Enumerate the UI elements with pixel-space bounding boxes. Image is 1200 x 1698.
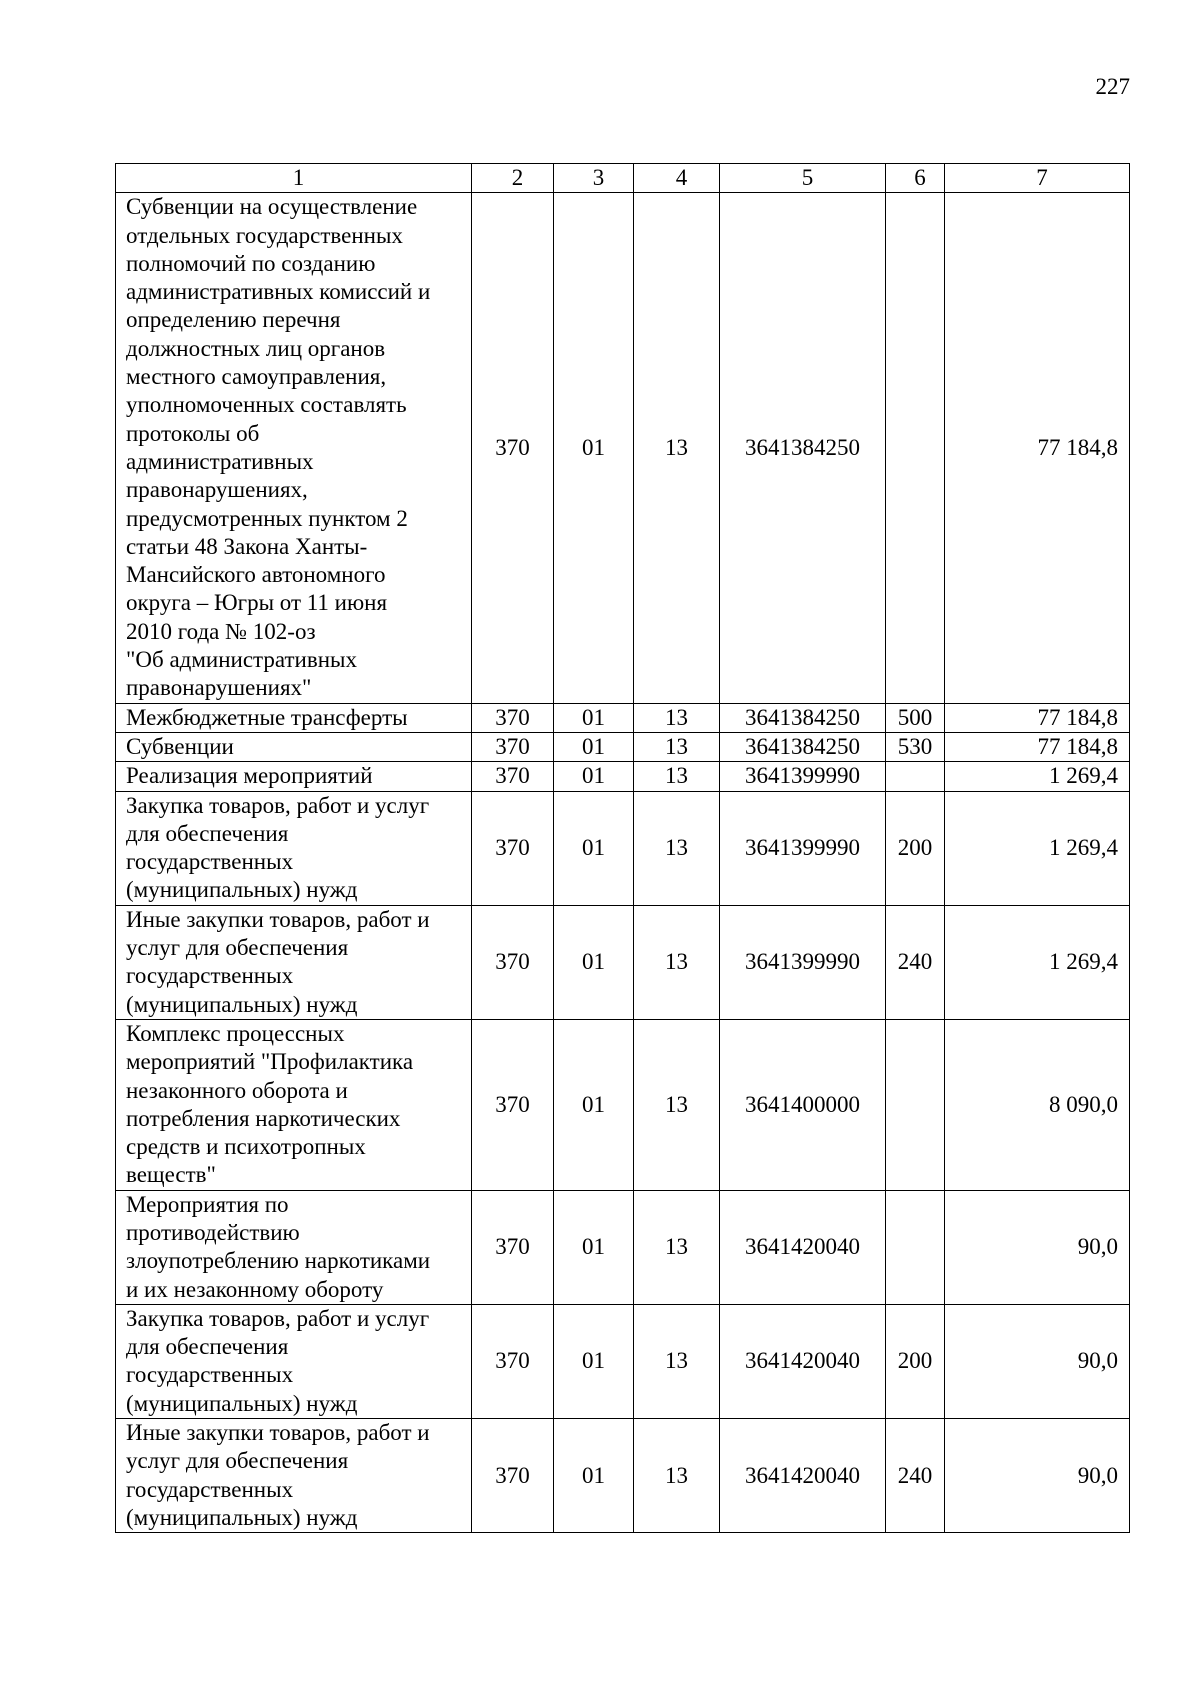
cell-code-4: 13 xyxy=(634,762,720,791)
cell-code-4: 13 xyxy=(634,905,720,1019)
description-line: для обеспечения xyxy=(126,820,289,846)
cell-code-4: 13 xyxy=(634,1304,720,1418)
description-line: Иные закупки товаров, работ и xyxy=(126,1420,430,1446)
description-line: потребления наркотических xyxy=(126,1105,401,1131)
description-line: Мероприятия по xyxy=(126,1191,289,1217)
cell-code-2: 370 xyxy=(472,905,554,1019)
cell-code-6: 200 xyxy=(886,1304,945,1418)
header-cell-5: 5 xyxy=(720,164,886,193)
cell-code-4: 13 xyxy=(634,193,720,703)
description-line: государственных xyxy=(126,963,294,989)
table-header-row xyxy=(116,164,1130,193)
description-line: средств и психотропных xyxy=(126,1134,366,1160)
description-line: административных xyxy=(126,448,314,474)
description-line: 2010 года № 102-оз xyxy=(126,618,316,644)
description-line: Закупка товаров, работ и услуг xyxy=(126,1305,430,1331)
description-line: "Об административных xyxy=(126,647,357,673)
cell-code-3: 01 xyxy=(554,703,634,732)
row-description xyxy=(116,791,472,905)
description-line: статьи 48 Закона Ханты- xyxy=(126,533,368,559)
cell-code-2: 370 xyxy=(472,1419,554,1533)
cell-code-2: 370 xyxy=(472,1304,554,1418)
description-line: (муниципальных) нужд xyxy=(126,877,358,903)
header-cell-2: 2 xyxy=(472,164,554,193)
description-line: Субвенции на осуществление xyxy=(126,194,418,220)
table-row xyxy=(116,703,1130,732)
row-description xyxy=(116,193,472,703)
row-description xyxy=(116,1419,472,1533)
cell-code-6: 500 xyxy=(886,703,945,732)
header-cell-1: 1 xyxy=(116,164,472,193)
row-description xyxy=(116,1304,472,1418)
cell-code-3: 01 xyxy=(554,1304,634,1418)
description-line: услуг для обеспечения xyxy=(126,935,349,961)
table-row xyxy=(116,193,1130,703)
cell-code-2: 370 xyxy=(472,703,554,732)
header-cell-4: 4 xyxy=(634,164,720,193)
cell-code-6: 240 xyxy=(886,905,945,1019)
table-row xyxy=(116,905,1130,1019)
description-line: Закупка товаров, работ и услуг xyxy=(126,792,430,818)
header-cell-3: 3 xyxy=(554,164,634,193)
cell-code-3: 01 xyxy=(554,1419,634,1533)
row-description xyxy=(116,905,472,1019)
header-cell-6: 6 xyxy=(886,164,945,193)
description-line: Иные закупки товаров, работ и xyxy=(126,906,430,932)
row-description xyxy=(116,732,472,761)
cell-code-5: 3641420040 xyxy=(720,1304,886,1418)
description-line: злоупотреблению наркотиками xyxy=(126,1248,431,1274)
description-line: и их незаконному обороту xyxy=(126,1276,384,1302)
cell-code-3: 01 xyxy=(554,1019,634,1190)
description-line: Субвенции xyxy=(126,733,234,759)
description-line: протоколы об xyxy=(126,420,260,446)
cell-amount: 1 269,4 xyxy=(945,762,1130,791)
cell-code-6: 200 xyxy=(886,791,945,905)
cell-code-6 xyxy=(886,1190,945,1304)
cell-amount: 90,0 xyxy=(945,1419,1130,1533)
description-line: (муниципальных) нужд xyxy=(126,1504,358,1530)
cell-code-6 xyxy=(886,193,945,703)
description-line: веществ" xyxy=(126,1162,216,1188)
description-line: государственных xyxy=(126,849,294,875)
description-line: Межбюджетные трансферты xyxy=(126,704,408,730)
description-line: незаконного оборота и xyxy=(126,1077,348,1103)
cell-code-4: 13 xyxy=(634,703,720,732)
description-line: (муниципальных) нужд xyxy=(126,991,358,1017)
cell-amount: 77 184,8 xyxy=(945,193,1130,703)
cell-code-4: 13 xyxy=(634,1190,720,1304)
description-line: определению перечня xyxy=(126,307,341,333)
description-line: административных комиссий и xyxy=(126,279,431,305)
cell-code-5: 3641399990 xyxy=(720,762,886,791)
table-row xyxy=(116,1190,1130,1304)
cell-code-6 xyxy=(886,1019,945,1190)
cell-amount: 77 184,8 xyxy=(945,732,1130,761)
cell-code-2: 370 xyxy=(472,1019,554,1190)
description-line: предусмотренных пунктом 2 xyxy=(126,505,408,531)
cell-code-5: 3641384250 xyxy=(720,193,886,703)
description-line: противодействию xyxy=(126,1219,300,1245)
description-line: Реализация мероприятий xyxy=(126,763,373,789)
description-line: округа – Югры от 11 июня xyxy=(126,590,388,616)
cell-code-6: 530 xyxy=(886,732,945,761)
description-line: государственных xyxy=(126,1476,294,1502)
cell-code-3: 01 xyxy=(554,193,634,703)
row-description xyxy=(116,1190,472,1304)
cell-code-5: 3641420040 xyxy=(720,1190,886,1304)
cell-code-5: 3641400000 xyxy=(720,1019,886,1190)
cell-code-4: 13 xyxy=(634,732,720,761)
budget-table xyxy=(115,163,1130,1533)
description-line: услуг для обеспечения xyxy=(126,1448,349,1474)
table-row xyxy=(116,762,1130,791)
cell-code-3: 01 xyxy=(554,762,634,791)
cell-code-4: 13 xyxy=(634,1419,720,1533)
page-number: 227 xyxy=(1095,74,1130,99)
cell-code-3: 01 xyxy=(554,1190,634,1304)
cell-amount: 90,0 xyxy=(945,1190,1130,1304)
cell-code-6 xyxy=(886,762,945,791)
row-description xyxy=(116,703,472,732)
cell-code-3: 01 xyxy=(554,905,634,1019)
description-line: государственных xyxy=(126,1362,294,1388)
description-line: отдельных государственных xyxy=(126,222,403,248)
description-line: для обеспечения xyxy=(126,1334,289,1360)
description-line: уполномоченных составлять xyxy=(126,392,407,418)
cell-code-3: 01 xyxy=(554,791,634,905)
cell-code-5: 3641384250 xyxy=(720,703,886,732)
description-line: мероприятий "Профилактика xyxy=(126,1049,414,1075)
description-line: Комплекс процессных xyxy=(126,1020,345,1046)
table-row xyxy=(116,1419,1130,1533)
row-description xyxy=(116,762,472,791)
cell-code-2: 370 xyxy=(472,732,554,761)
table-row xyxy=(116,791,1130,905)
cell-code-2: 370 xyxy=(472,193,554,703)
cell-code-5: 3641384250 xyxy=(720,732,886,761)
table-row xyxy=(116,732,1130,761)
cell-amount: 1 269,4 xyxy=(945,791,1130,905)
cell-code-2: 370 xyxy=(472,1190,554,1304)
description-line: правонарушениях" xyxy=(126,675,312,701)
cell-code-4: 13 xyxy=(634,1019,720,1190)
cell-code-5: 3641420040 xyxy=(720,1419,886,1533)
cell-amount: 90,0 xyxy=(945,1304,1130,1418)
cell-amount: 77 184,8 xyxy=(945,703,1130,732)
cell-amount: 8 090,0 xyxy=(945,1019,1130,1190)
description-line: должностных лиц органов xyxy=(126,335,386,361)
cell-code-3: 01 xyxy=(554,732,634,761)
cell-code-4: 13 xyxy=(634,791,720,905)
description-line: местного самоуправления, xyxy=(126,364,387,390)
cell-code-2: 370 xyxy=(472,762,554,791)
description-line: правонарушениях, xyxy=(126,477,308,503)
table-row xyxy=(116,1304,1130,1418)
description-line: (муниципальных) нужд xyxy=(126,1390,358,1416)
cell-amount: 1 269,4 xyxy=(945,905,1130,1019)
description-line: Мансийского автономного xyxy=(126,562,386,588)
cell-code-2: 370 xyxy=(472,791,554,905)
cell-code-6: 240 xyxy=(886,1419,945,1533)
table-row xyxy=(116,1019,1130,1190)
description-line: полномочий по созданию xyxy=(126,250,376,276)
cell-code-5: 3641399990 xyxy=(720,791,886,905)
row-description xyxy=(116,1019,472,1190)
cell-code-5: 3641399990 xyxy=(720,905,886,1019)
header-cell-7: 7 xyxy=(945,164,1130,193)
